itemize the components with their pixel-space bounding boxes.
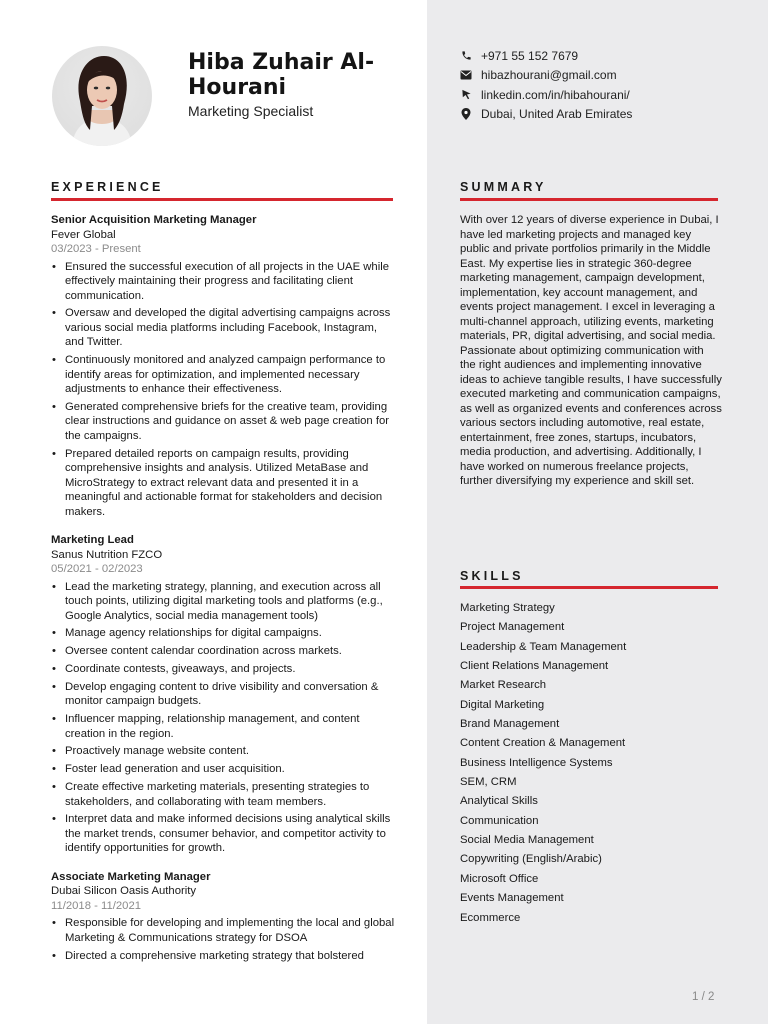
- skill-item: Brand Management: [460, 718, 560, 731]
- candidate-name: Hiba Zuhair Al-Hourani: [188, 50, 375, 100]
- job-bullet: • Oversee content calendar coordination across markets.: [65, 644, 396, 659]
- email-icon: [460, 69, 472, 81]
- job-company: Dubai Silicon Oasis Authority: [51, 885, 197, 898]
- skill-item: Analytical Skills: [460, 795, 538, 808]
- job-bullet: • Develop engaging content to drive visibility and conversation & monitor campaign budgets.: [65, 680, 396, 709]
- job-bullet: • Generated comprehensive briefs for the creative team, providing clear instructions and guidance on asset & web page creation for the campaigns.: [65, 400, 396, 444]
- job-dates: 05/2021 - 02/2023: [51, 563, 143, 576]
- skill-item: Social Media Management: [460, 834, 594, 847]
- skill-item: Project Management: [460, 621, 565, 634]
- phone-icon: [460, 50, 472, 62]
- summary-heading: SUMMARY: [460, 180, 547, 194]
- skill-item: Digital Marketing: [460, 698, 545, 711]
- experience-entry: [51, 213, 396, 519]
- skill-item: Microsoft Office: [460, 872, 539, 885]
- skill-item: Events Management: [460, 892, 564, 905]
- job-bullet: • Influencer mapping, relationship management, and content creation in the region.: [65, 712, 396, 741]
- skill-item: Communication: [460, 814, 539, 827]
- skill-item: Client Relations Management: [460, 660, 609, 673]
- contact-linkedin[interactable]: [460, 85, 750, 105]
- experience-list: [51, 213, 396, 977]
- contact-email[interactable]: [460, 66, 750, 86]
- job-bullet: • Continuously monitored and analyzed campaign performance to identify areas for optimization, and implemented necessary adjustments to enhance their effectiveness.: [65, 353, 396, 397]
- job-title: Marketing Lead: [51, 534, 134, 547]
- experience-entry: [51, 870, 396, 963]
- candidate-title: Marketing Specialist: [188, 103, 314, 119]
- job-company: Fever Global: [51, 228, 116, 241]
- summary-text: With over 12 years of diverse experience in Dubai, I have led marketing projects and managed key public and private portfolios primarily in the Middle East. My expertise lies in strategic 360-degree marketing management, campaign development, implementation, key account management, and events project management. I excel in leveraging a multi-channel approach, utilizing events, marketing materials, PR, digital advertising, and social media. Passionate about optimizing communication with the right audiences and implementing innovative ideas to achieve tangible results, I have successfully executed marketing and communication campaigns, as well as organized events and conferences across various sectors including automotive, real estate, entertainment, free zones, startups, incubators, media production, and advertising. Additionally, I have worked on numerous freelance projects, further diversifying my experience and skill set.: [460, 214, 722, 487]
- job-bullet: • Ensured the successful execution of all projects in the UAE while effectively maintaining their progress and facilitating client communication.: [65, 260, 396, 304]
- job-title: Senior Acquisition Marketing Manager: [51, 214, 257, 226]
- skills-heading: SKILLS: [460, 569, 524, 583]
- job-bullet: • Foster lead generation and user acquisition.: [65, 762, 396, 777]
- job-bullets: [51, 580, 396, 856]
- job-bullets: [51, 916, 396, 963]
- job-bullet: • Create effective marketing materials, presenting strategies to stakeholders, and collaborating with team members.: [65, 780, 396, 809]
- contact-location: [460, 105, 750, 125]
- cursor-icon: [460, 89, 472, 101]
- job-bullet: • Oversaw and developed the digital advertising campaigns across various social media platforms including Facebook, Instagram, and Twitter.: [65, 306, 396, 350]
- experience-heading: EXPERIENCE: [51, 180, 164, 194]
- skill-item: Market Research: [460, 679, 547, 692]
- experience-entry: [51, 533, 396, 856]
- skills-list: [460, 601, 722, 930]
- job-bullet: • Coordinate contests, giveaways, and projects.: [65, 662, 396, 677]
- job-bullet: • Proactively manage website content.: [65, 744, 396, 759]
- contact-list: [460, 46, 750, 124]
- skill-item: Business Intelligence Systems: [460, 756, 613, 769]
- skill-item: SEM, CRM: [460, 776, 517, 789]
- job-dates: 03/2023 - Present: [51, 243, 141, 255]
- location-pin-icon: [460, 108, 472, 120]
- skill-item: Copywriting (English/Arabic): [460, 853, 602, 866]
- job-bullet: • Prepared detailed reports on campaign results, providing comprehensive insights and analysis. Utilized MetaBase and MicroStrategy to extract relevant data and presented it in a meaningful and actionable format for stakeholders and decision makers.: [65, 447, 396, 520]
- contact-linkedin-text: linkedin.com/in/hibahourani/: [481, 87, 630, 102]
- skill-item: Marketing Strategy: [460, 602, 555, 614]
- job-company: Sanus Nutrition FZCO: [51, 548, 163, 561]
- job-bullet: • Responsible for developing and implementing the local and global Marketing & Communications strategy for DSOA: [65, 916, 396, 945]
- experience-rule: [51, 198, 393, 201]
- contact-phone[interactable]: [460, 46, 750, 66]
- job-bullet: • Lead the marketing strategy, planning, and execution across all touch points, utilizing digital marketing tools and platforms (e.g., Google Analytics, social media management tools): [65, 580, 396, 624]
- skill-item: Leadership & Team Management: [460, 640, 627, 653]
- skill-item: Ecommerce: [460, 911, 521, 924]
- skill-item: Content Creation & Management: [460, 737, 626, 750]
- job-bullet: • Manage agency relationships for digital campaigns.: [65, 626, 396, 641]
- contact-email-text: hibazhourani@gmail.com: [481, 68, 617, 83]
- page-number: 1 / 2: [692, 991, 715, 1003]
- job-title: Associate Marketing Manager: [51, 870, 211, 883]
- summary-rule: [460, 198, 718, 201]
- contact-phone-text: +971 55 152 7679: [481, 48, 579, 63]
- job-bullets: [51, 260, 396, 520]
- job-bullet: • Interpret data and make informed decisions using analytical skills the market trends, consumer behavior, and competitor activity to identify opportunities for growth.: [65, 812, 396, 856]
- job-dates: 11/2018 - 11/2021: [51, 899, 142, 912]
- job-bullet: • Directed a comprehensive marketing strategy that bolstered: [65, 949, 396, 964]
- skills-rule: [460, 586, 718, 589]
- profile-photo: [52, 46, 152, 146]
- contact-location-text: Dubai, United Arab Emirates: [481, 107, 633, 122]
